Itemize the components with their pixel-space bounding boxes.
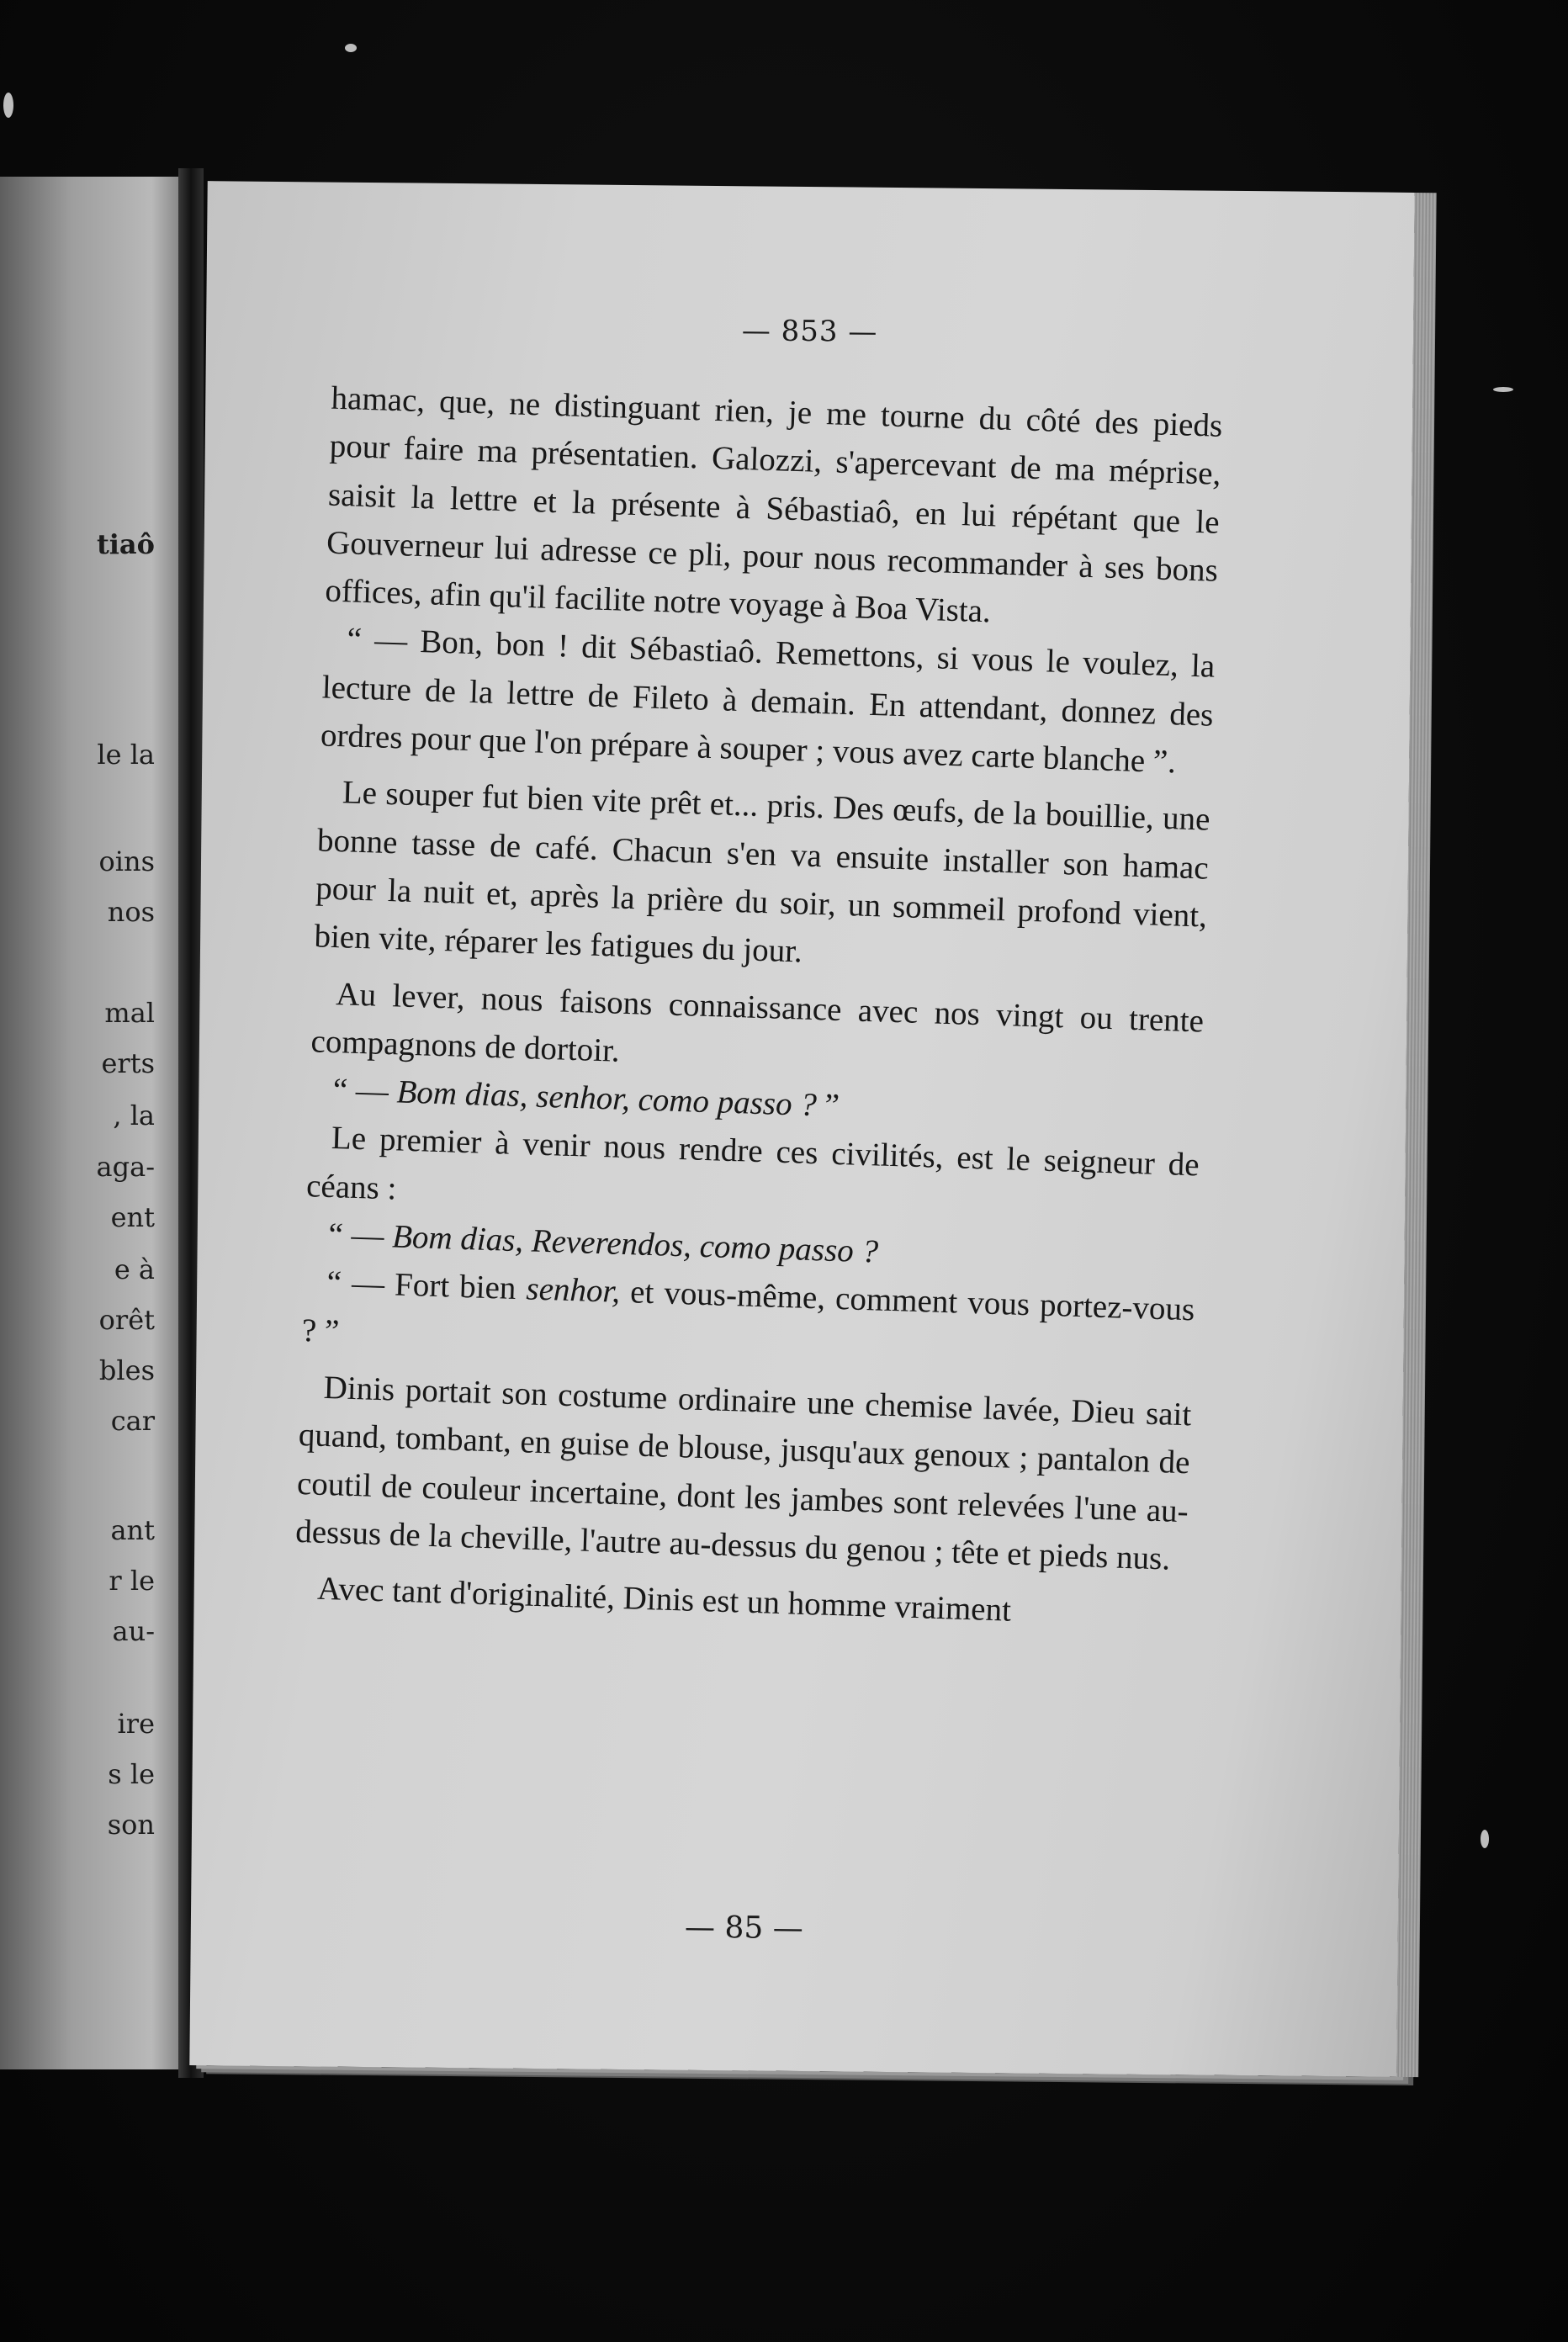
- page-footer-number: — 85 —: [684, 1910, 803, 1947]
- left-page-fragment: ant: [110, 1514, 155, 1546]
- paragraph: Le premier à venir nous rendre ces civilités, est le seigneur de céans :: [305, 1120, 1200, 1207]
- paragraph: hamac, que, ne distinguant rien, je me tourne du côté des pieds pour faire ma présentatien. Galozzi, s'apercevant de ma méprise, saisit la lettre et la présente à Sébastiaô, en lui répétant que le Gouverneur lui adresse ce pli, pour nous recommander à ses bons offices, afin qu'il facilite notre voyage à Boa Vista.: [324, 379, 1223, 630]
- dust-speck: [1481, 1830, 1489, 1848]
- left-page-fragment: mal: [104, 997, 155, 1029]
- left-page-fragment: ire: [117, 1708, 155, 1740]
- dust-speck: [345, 44, 357, 52]
- left-page-fragment: tiaô: [96, 528, 155, 560]
- left-page-fragment: le la: [97, 739, 155, 771]
- left-page-fragment: aga-: [96, 1151, 155, 1183]
- left-page-fragment: e à: [114, 1253, 155, 1285]
- right-page: [189, 181, 1414, 2077]
- left-page-fragment: oins: [98, 845, 155, 877]
- left-page-fragment: au-: [112, 1615, 155, 1647]
- left-page-fragment: nos: [107, 896, 155, 928]
- left-page-fragment: son: [107, 1809, 155, 1841]
- dust-speck: [3, 93, 13, 118]
- page-body-text: [293, 374, 1223, 1640]
- dialogue-prefix: “ —: [327, 1216, 393, 1255]
- left-page-fragment: car: [110, 1405, 155, 1437]
- left-page-fragment: , la: [113, 1099, 155, 1131]
- dialogue-suffix: ”: [816, 1087, 840, 1125]
- dialogue-italic: Bom dias, Reverendos, como passo ?: [391, 1218, 879, 1270]
- paragraph: Le souper fut bien vite prêt et... pris. Des œufs, de la bouillie, une bonne tasse de café. Chacun s'en va ensuite installer son hamac pour la nuit et, après la prière du soir, un sommeil profond vient, bien vite, réparer les fatigues du jour.: [313, 774, 1211, 970]
- paragraph: Dinis portait son costume ordinaire une chemise lavée, Dieu sait quand, tombant, en guise de blouse, jusqu'aux genoux ; pantalon de coutil de couleur incertaine, dont les jambes sont relevées l'une au-dessus de la cheville, l'autre au-dessus du genou ; tête et pieds nus.: [294, 1369, 1192, 1577]
- left-page-fragment: r le: [109, 1565, 155, 1597]
- dialogue-italic: Bom dias, senhor, como passo ?: [395, 1073, 818, 1124]
- dialogue-suffix: et vous-même, comment vous portez-vous ? ”: [301, 1274, 1195, 1350]
- left-page-fragment: bles: [98, 1354, 155, 1386]
- left-page: [0, 177, 178, 2069]
- left-page-fragment: orêt: [98, 1304, 155, 1336]
- dialogue-prefix: “ —: [332, 1072, 398, 1110]
- paragraph: “ — Bon, bon ! dit Sébastiaô. Remettons, si vous le voulez, la lecture de la lettre de Fileto à demain. En attendant, donnez des ordres pour que l'on prépare à souper ; vous avez carte blanche ”.: [320, 621, 1216, 781]
- left-page-fragment: ent: [110, 1201, 155, 1233]
- page-header-number: — 853 —: [741, 314, 878, 349]
- left-page-fragment: s le: [108, 1758, 155, 1790]
- dust-speck: [1493, 387, 1513, 392]
- paragraph: Au lever, nous faisons connaissance avec nos vingt ou trente compagnons de dortoir.: [310, 975, 1205, 1069]
- left-page-fragment: erts: [101, 1047, 155, 1079]
- paragraph: Avec tant d'originalité, Dinis est un homme vraiment: [316, 1570, 1012, 1629]
- dialogue-prefix: “ — Fort bien: [326, 1264, 527, 1307]
- dialogue-italic: senhor,: [525, 1270, 621, 1311]
